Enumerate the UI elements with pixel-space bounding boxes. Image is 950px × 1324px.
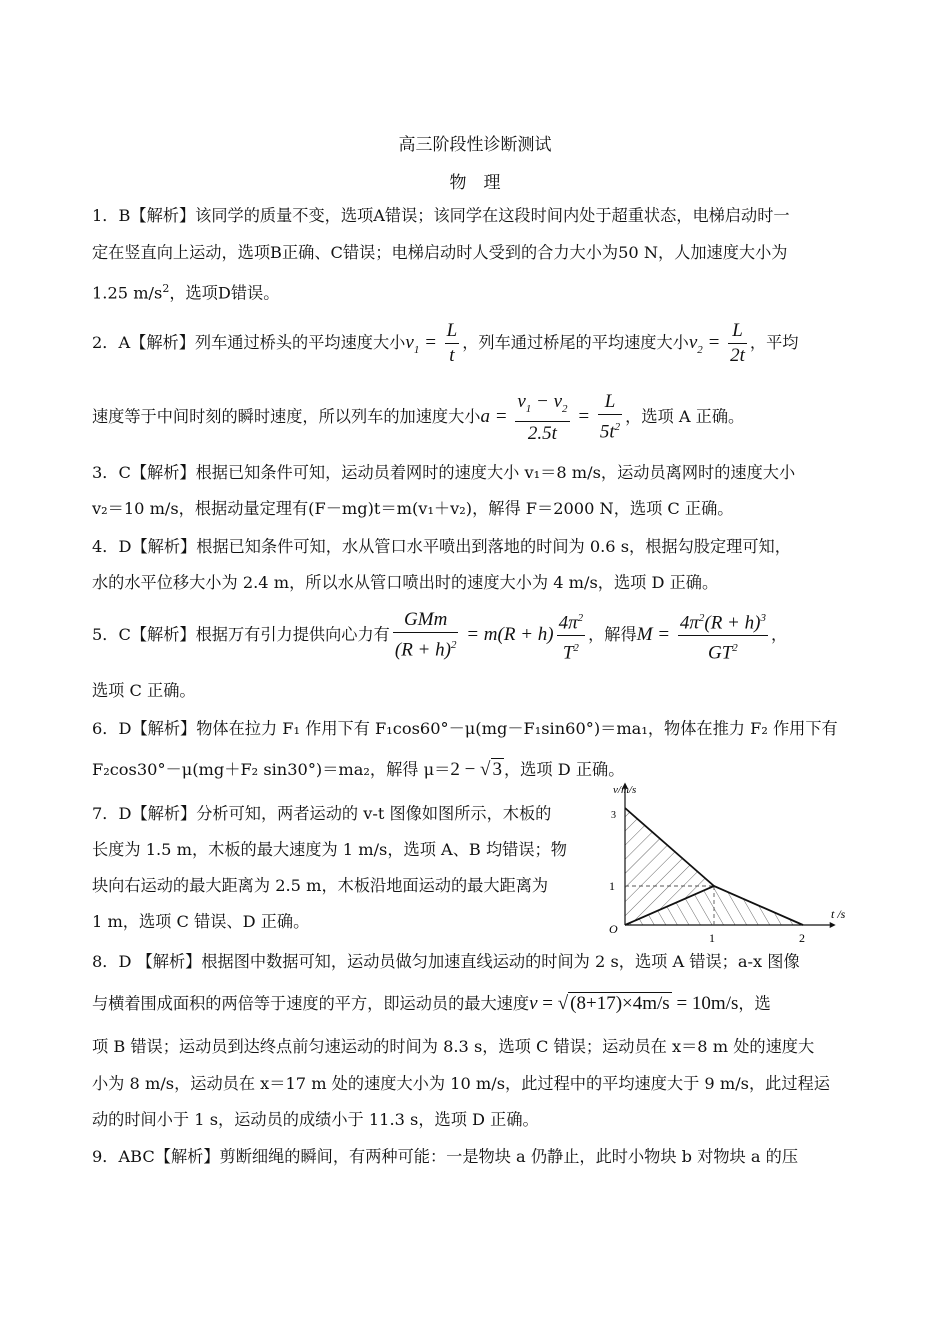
q7-line-2: 长度为 1.5 m，木板的最大速度为 1 m/s，选项 A、B 均错误；物 [92, 840, 567, 859]
q7-line-3: 块向右运动的最大距离为 2.5 m，木板沿地面运动的最大距离为 [92, 876, 549, 895]
x-tick-2: 2 [799, 931, 805, 945]
q5-text-a: 5．C【解析】根据万有引力提供向心力有 [92, 625, 390, 644]
q6-text-b: ，选项 D 正确。 [504, 760, 625, 779]
q5-line-2: 选项 C 正确。 [92, 681, 196, 700]
q2-text-a: 2．A【解析】列车通过桥头的平均速度大小 [92, 333, 406, 352]
q8-text-a: 与横着围成面积的两倍等于速度的平方，即运动员的最大速度 [92, 994, 530, 1013]
q2-line-2 [92, 388, 858, 446]
q7-line-1: 7．D【解析】分析可知，两者运动的 v-t 图像如图所示，木板的 [92, 804, 552, 823]
q1-line-2: 定在竖直向上运动，选项B正确、C错误；电梯启动时人受到的合力大小为50 N，人加速度大小为 [92, 243, 788, 262]
q1-accel: 1.25 m/s [92, 283, 163, 303]
x-tick-1: 1 [709, 931, 715, 945]
q1-line-1: 1．B【解析】该同学的质量不变，选项A错误；该同学在这段时间内处于超重状态，电梯启动时一 [92, 206, 790, 225]
q2-text-c: ，平均 [749, 333, 799, 352]
q6-text-a: F₂cos30°－μ(mg＋F₂ sin30°)＝ma₂，解得 μ＝ [92, 760, 451, 779]
q2-v2-formula: $v_2$ = $\frac{L}{2t}$ [688, 320, 745, 367]
page-title: 高三阶段性诊断测试 [398, 135, 552, 155]
origin-label: O [609, 922, 618, 936]
q9-line-1: 9．ABC【解析】剪断细绳的瞬间，有两种可能：一是物块 a 仍静止，此时小物块 b 对物块 a 的压 [92, 1147, 799, 1166]
q5-text-c: ， [770, 625, 788, 644]
q1-line-3 [92, 272, 858, 310]
q2-v1-formula: $v_1$ = $\frac{L}{t}$ [405, 320, 458, 367]
q1-exp: 2 [162, 282, 170, 295]
q6-line-1: 6．D【解析】物体在拉力 F₁ 作用下有 F₁cos60°－μ(mg－F₁sin60°)＝ma₁，物体在推力 F₂ 作用下有 [92, 719, 838, 738]
q5-line-1 [92, 604, 858, 666]
y-tick-3: 3 [611, 810, 616, 821]
q2-accel-formula: a = $\frac{v_1 - v_2}{2.5t}$ = $\frac{L}{5t^2}$ [480, 390, 621, 444]
q8-line-2 [92, 984, 858, 1024]
q2-text-e: ，选项 A 正确。 [625, 407, 745, 426]
q6-mu-value: 2 − √ 3 [450, 759, 502, 780]
q7-line-4: 1 m，选项 C 错误、D 正确。 [92, 912, 310, 931]
vt-graph [605, 780, 867, 945]
x-axis-arrow [830, 922, 836, 928]
q2-text-b: ，列车通过桥尾的平均速度大小 [462, 333, 689, 352]
q1-end: ，选项D错误。 [169, 283, 280, 303]
y-tick-1: 1 [609, 879, 615, 893]
q2-line-1 [92, 316, 858, 377]
y-axis-label: v/m/s [613, 784, 637, 796]
q4-line-1: 4．D【解析】根据已知条件可知，水从管口水平喷出到落地的时间为 0.6 s，根据勾股定理可知， [92, 537, 791, 556]
q8-velocity-formula: v = √ (8+17)×4m/s = 10m/s [529, 993, 739, 1014]
q8-text-b: ，选 [738, 994, 771, 1013]
q3-line-2: v₂＝10 m/s，根据动量定理有(F－mg)t＝m(v₁＋v₂)，解得 F＝2000 N，选项 C 正确。 [92, 499, 734, 518]
q3-line-1: 3．C【解析】根据已知条件可知，运动员着网时的速度大小 v₁＝8 m/s，运动员离网时的速度大小 [92, 463, 796, 482]
q8-line-3: 项 B 错误；运动员到达终点前匀速运动的时间为 8.3 s，选项 C 错误；运动员在 x＝8 m 处的速度大 [92, 1037, 815, 1056]
q2-text-d: 速度等于中间时刻的瞬时速度，所以列车的加速度大小 [92, 407, 481, 426]
x-axis-label: t /s [831, 907, 846, 921]
q4-line-2: 水的水平位移大小为 2.4 m，所以水从管口喷出时的速度大小为 4 m/s，选项 D 正确。 [92, 573, 719, 592]
q5-mass-formula: M = $\frac{4\pi^2(R + h)^3}{GT^2}$ [637, 624, 771, 645]
q8-line-1: 8．D 【解析】根据图中数据可知，运动员做匀加速直线运动的时间为 2 s，选项 A 错误；a-x 图像 [92, 952, 800, 971]
q8-line-5: 动的时间小于 1 s，运动员的成绩小于 11.3 s，选项 D 正确。 [92, 1110, 539, 1129]
q5-gravity-formula: $\frac{\text{GMm}}{(R + h)^2}$ = m(R + h) $\frac{4\pi^2}{T^2}$ [390, 624, 588, 645]
q5-text-b: ，解得 [588, 625, 637, 644]
q8-line-4: 小为 8 m/s，运动员在 x＝17 m 处的速度大小为 10 m/s，此过程中的平均速度大于 9 m/s，此过程运 [92, 1074, 830, 1093]
subject-title: 物 理 [449, 173, 501, 193]
